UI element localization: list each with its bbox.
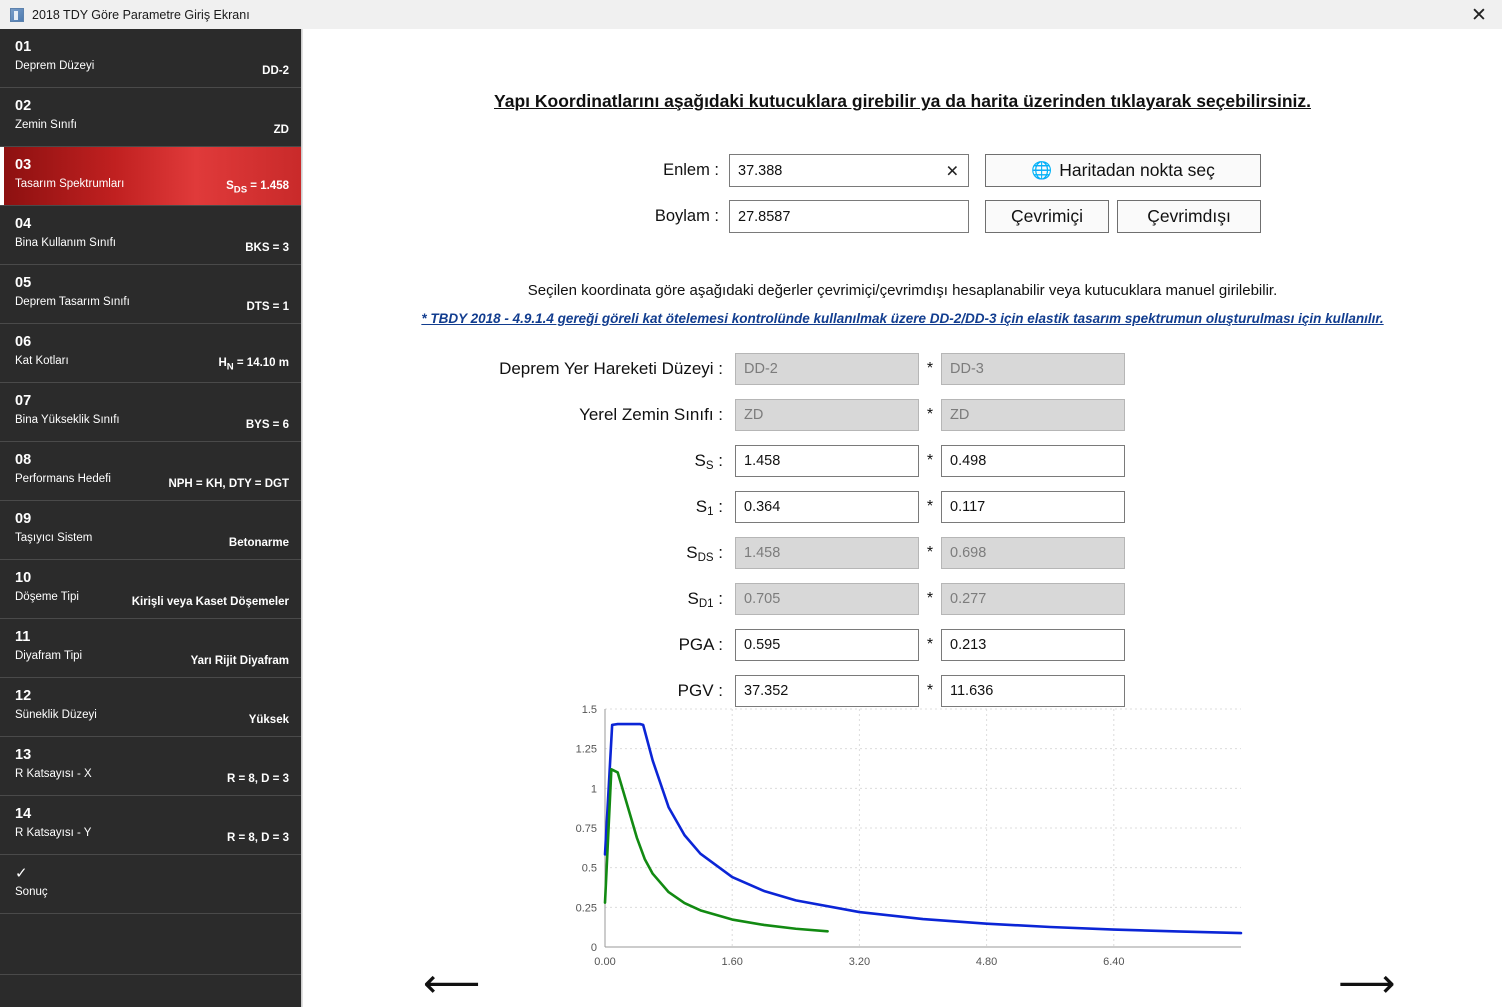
sidebar-item-label: Zemin Sınıfı xyxy=(15,119,77,131)
chart-y-tick-label: 0.75 xyxy=(575,823,597,835)
sidebar-item-label: Taşıyıcı Sistem xyxy=(15,532,93,544)
latitude-label: Enlem : xyxy=(663,161,719,179)
param-dd2-input: 1.458 xyxy=(735,537,919,569)
sidebar-item-number: 04 xyxy=(15,216,32,232)
sidebar-item-value: DD-2 xyxy=(262,65,289,77)
sidebar-item-number: 11 xyxy=(15,629,31,645)
pick-from-map-button[interactable] xyxy=(985,154,1261,187)
param-dd3-input: DD-3 xyxy=(941,353,1125,385)
sidebar-item-label: R Katsayısı - X xyxy=(15,768,92,780)
window-icon xyxy=(10,8,24,22)
sidebar-filler xyxy=(0,914,301,975)
sidebar-item-11[interactable] xyxy=(0,619,301,678)
sidebar-item-number: 02 xyxy=(15,98,32,114)
param-label: $S_{D1}$ : xyxy=(687,589,723,610)
sidebar-item-value: Yarı Rijit Diyafram xyxy=(190,655,289,667)
sidebar-item-label: Diyafram Tipi xyxy=(15,650,83,662)
longitude-label: Boylam : xyxy=(654,207,719,225)
param-dd3-input[interactable]: 0.117 xyxy=(941,491,1125,523)
sidebar-item-03[interactable] xyxy=(0,147,301,206)
table-row xyxy=(303,537,1125,569)
param-label: $S_1$ : xyxy=(695,497,723,518)
sidebar-item-label: Deprem Tasarım Sınıfı xyxy=(15,296,130,308)
sidebar-item-value: Kirişli veya Kaset Döşemeler xyxy=(131,596,289,608)
sidebar-item-number: 08 xyxy=(15,452,32,468)
close-icon[interactable]: ✕ xyxy=(1471,3,1487,26)
chart-y-tick-label: 1 xyxy=(590,783,597,796)
sidebar-item-12[interactable] xyxy=(0,678,301,737)
chart-x-tick-label: 6.40 xyxy=(1103,956,1125,968)
sidebar-item-06[interactable] xyxy=(0,324,301,383)
chart-y-tick-label: 1.5 xyxy=(581,704,597,716)
param-dd2-input: 0.705 xyxy=(735,583,919,615)
sidebar-item-value: $H_N = 14.10$ m xyxy=(218,356,289,372)
sidebar-item-label: Bina Yükseklik Sınıfı xyxy=(15,414,120,426)
response-spectrum-chart xyxy=(553,695,1253,985)
chart-x-tick-label: 0.00 xyxy=(594,956,616,968)
sidebar-item-09[interactable] xyxy=(0,501,301,560)
chart-y-tick-label: 0.25 xyxy=(575,902,597,915)
sidebar-item-label: Kat Kotları xyxy=(15,355,69,367)
sidebar-item-value: BKS = 3 xyxy=(245,242,289,254)
sidebar-item-label: Performans Hedefi xyxy=(15,473,111,485)
param-label: $S_S$ : xyxy=(694,451,723,472)
chart-x-tick-label: 3.20 xyxy=(848,956,871,968)
footnote-marker: * xyxy=(926,406,934,423)
param-dd2-input: DD-2 xyxy=(735,353,919,385)
sidebar-item-07[interactable] xyxy=(0,383,301,442)
sidebar-item-number: 07 xyxy=(15,393,32,409)
footnote-marker: * xyxy=(926,682,934,699)
table-row xyxy=(303,583,1125,615)
offline-button[interactable]: Çevrimdışı xyxy=(1117,200,1261,233)
footnote-marker: * xyxy=(926,590,934,607)
sidebar-item-value: BYS = 6 xyxy=(245,419,289,431)
sidebar-item-number: 13 xyxy=(15,747,32,763)
previous-button[interactable]: ⟵ xyxy=(423,961,481,1007)
param-dd3-input: 0.698 xyxy=(941,537,1125,569)
sidebar-item-number: 14 xyxy=(15,806,32,822)
main-panel xyxy=(302,29,1502,1007)
sidebar-item-13[interactable] xyxy=(0,737,301,796)
sidebar xyxy=(0,29,302,1007)
footnote-marker: * xyxy=(926,360,934,377)
sidebar-item-label: Bina Kullanım Sınıfı xyxy=(15,237,116,249)
sidebar-item-10[interactable] xyxy=(0,560,301,619)
latitude-row xyxy=(603,154,1261,187)
param-dd3-input[interactable]: 11.636 xyxy=(941,675,1125,707)
param-dd2-input[interactable]: 0.595 xyxy=(735,629,919,661)
param-label: PGV : xyxy=(677,681,723,700)
footnote-marker: * xyxy=(926,544,934,561)
sidebar-item-label: Döşeme Tipi xyxy=(15,591,79,603)
info-note: Seçilen koordinata göre aşağıdaki değerler çevrimiçi/çevrimdışı hesaplanabilir veya kutucuklara manuel girilebilir. xyxy=(527,282,1278,299)
param-dd2-input: ZD xyxy=(735,399,919,431)
sidebar-item-label: R Katsayısı - Y xyxy=(15,827,92,839)
sidebar-item-label: Tasarım Spektrumları xyxy=(15,178,125,190)
table-row xyxy=(303,629,1125,661)
chart-canvas xyxy=(553,695,1253,985)
sidebar-item-04[interactable] xyxy=(0,206,301,265)
regulation-note: * TBDY 2018 - 4.9.1.4 gereği göreli kat ötelemesi kontrolünde kullanılmak üzere DD-2/DD-3 için elastik tasarım spektrumun oluşturulması için kullanılır. xyxy=(421,311,1384,326)
param-dd3-input: 0.277 xyxy=(941,583,1125,615)
sidebar-item-value: Betonarme xyxy=(228,537,289,549)
sidebar-item-value: R = 8, D = 3 xyxy=(226,773,289,785)
sidebar-item-14[interactable] xyxy=(0,796,301,855)
next-button[interactable]: ⟶ xyxy=(1338,961,1396,1007)
param-dd2-input[interactable]: 1.458 xyxy=(735,445,919,477)
table-row xyxy=(303,445,1125,477)
table-row xyxy=(303,399,1125,431)
table-row xyxy=(303,353,1125,385)
sidebar-item-value: DTS = 1 xyxy=(246,301,289,313)
window-titlebar xyxy=(0,0,1502,30)
param-dd2-input[interactable]: 0.364 xyxy=(735,491,919,523)
latitude-input[interactable]: 37.388 xyxy=(729,154,969,187)
chart-x-tick-label: 4.80 xyxy=(975,956,998,968)
sidebar-item-number: 12 xyxy=(15,688,32,704)
param-label: $S_{DS}$ : xyxy=(686,543,723,564)
page-title: Yapı Koordinatlarını aşağıdaki kutucuklara girebilir ya da harita üzerinden tıklayarak seçebilirsiniz. xyxy=(494,91,1311,111)
param-dd3-input[interactable]: 0.213 xyxy=(941,629,1125,661)
sidebar-item-05[interactable] xyxy=(0,265,301,324)
chart-series-dd-2 xyxy=(605,724,1241,933)
param-dd3-input: ZD xyxy=(941,399,1125,431)
globe-icon: 🌐 xyxy=(1031,160,1053,181)
pick-from-map-label: Haritadan nokta seç xyxy=(1059,160,1215,180)
chart-x-tick-label: 1.60 xyxy=(721,956,743,968)
param-label: Deprem Yer Hareketi Düzeyi : xyxy=(499,359,723,378)
sidebar-item-number: 10 xyxy=(15,570,32,586)
chart-y-tick-label: 1.25 xyxy=(575,743,597,756)
sidebar-item-number: 03 xyxy=(15,157,32,173)
sidebar-item-label: Süneklik Düzeyi xyxy=(15,709,97,721)
chart-y-tick-label: 0 xyxy=(590,942,597,954)
sidebar-item-label: Deprem Düzeyi xyxy=(15,60,95,72)
footnote-marker: * xyxy=(926,636,934,653)
sidebar-item-sonuc[interactable] xyxy=(0,855,301,914)
sidebar-item-label: Sonuç xyxy=(15,886,48,898)
sidebar-item-value: Yüksek xyxy=(248,714,289,726)
sidebar-item-02[interactable] xyxy=(0,88,301,147)
clear-icon[interactable]: ✕ xyxy=(945,161,959,180)
longitude-input[interactable]: 27.8587 xyxy=(729,200,969,233)
sidebar-item-01[interactable] xyxy=(0,29,301,88)
sidebar-item-number: ✓ xyxy=(15,864,28,882)
param-label: Yerel Zemin Sınıfı : xyxy=(579,405,723,424)
param-dd2-input[interactable]: 37.352 xyxy=(735,675,919,707)
footnote-marker: * xyxy=(926,498,934,515)
online-button[interactable]: Çevrimiçi xyxy=(985,200,1109,233)
sidebar-item-value: ZD xyxy=(273,124,289,136)
sidebar-item-number: 05 xyxy=(15,275,32,291)
sidebar-item-number: 09 xyxy=(15,511,32,527)
sidebar-item-value: NPH = KH, DTY = DGT xyxy=(168,478,289,490)
sidebar-item-value: $S_{DS} = 1.458$ xyxy=(226,179,289,195)
footnote-marker: * xyxy=(926,452,934,469)
sidebar-item-08[interactable] xyxy=(0,442,301,501)
sidebar-item-value: R = 8, D = 3 xyxy=(226,832,289,844)
sidebar-item-number: 06 xyxy=(15,334,32,350)
longitude-row xyxy=(603,200,1261,233)
param-dd3-input[interactable]: 0.498 xyxy=(941,445,1125,477)
param-label: PGA : xyxy=(678,635,723,654)
sidebar-item-number: 01 xyxy=(15,39,32,55)
window-title: 2018 TDY Göre Parametre Giriş Ekranı xyxy=(32,7,250,22)
table-row xyxy=(303,491,1125,523)
chart-y-tick-label: 0.5 xyxy=(581,862,597,875)
